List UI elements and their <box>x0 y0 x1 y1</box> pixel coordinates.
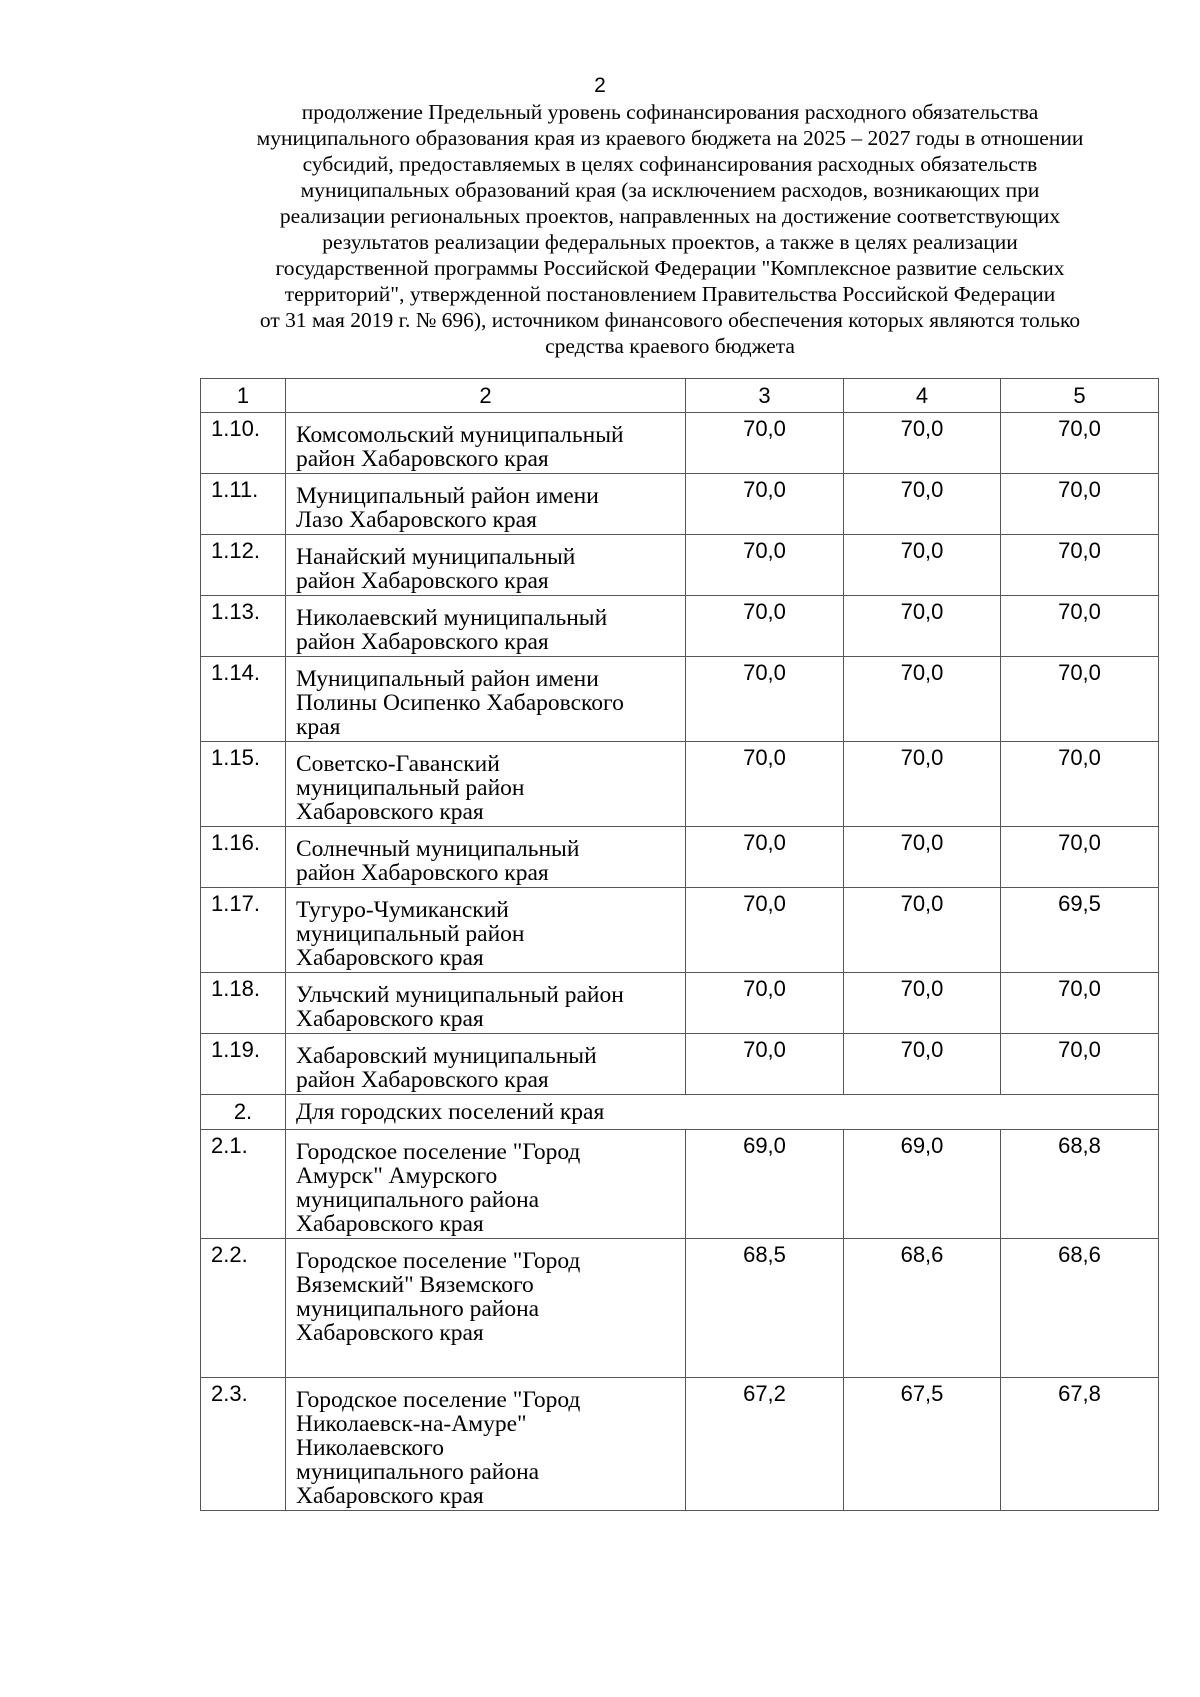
municipality-name-line: муниципального района <box>296 1187 540 1213</box>
heading-line: государственной программы Российской Федерации "Комплексное развитие сельских <box>275 256 1065 280</box>
municipality-name-line: Советско-Гаванский <box>296 751 500 777</box>
municipality-name-line: Хабаровского края <box>296 1483 484 1509</box>
municipality-name-line: Городское поселение "Город <box>296 1139 581 1165</box>
municipality-name-line: Николаевский муниципальный <box>296 605 608 631</box>
municipality-name <box>286 1239 686 1378</box>
municipality-name-line: Городское поселение "Город <box>296 1248 581 1274</box>
rate-value-v5: 68,8 <box>1001 1130 1159 1239</box>
heading-line: субсидий, предоставляемых в целях софинансирования расходных обязательств <box>302 152 1038 176</box>
municipality-name-line: район Хабаровского края <box>296 1067 549 1093</box>
page-number: 2 <box>594 74 606 97</box>
rate-value-v5: 70,0 <box>1001 657 1159 742</box>
rate-value-v5: 70,0 <box>1001 474 1159 535</box>
rate-value-v3: 70,0 <box>686 1034 844 1095</box>
rate-value-v5: 68,6 <box>1001 1239 1159 1378</box>
column-header: 4 <box>844 379 1001 413</box>
municipality-name <box>286 827 686 888</box>
municipality-name-line: Лазо Хабаровского края <box>296 507 537 533</box>
municipality-name <box>286 888 686 973</box>
municipality-name <box>286 657 686 742</box>
rate-value-v4: 70,0 <box>844 973 1001 1034</box>
heading-line: средства краевого бюджета <box>545 334 795 358</box>
municipality-name-line: Ульчский муниципальный район <box>296 982 624 1008</box>
document-heading <box>190 99 1150 359</box>
municipality-name <box>286 413 686 474</box>
column-header: 2 <box>286 379 686 413</box>
row-number: 1.18. <box>201 973 286 1034</box>
municipality-name-line: муниципального района <box>296 1296 540 1322</box>
table-row <box>201 973 1159 1034</box>
rate-value-v3: 70,0 <box>686 474 844 535</box>
rate-value-v4: 70,0 <box>844 1034 1001 1095</box>
rate-value-v3: 68,5 <box>686 1239 844 1378</box>
rate-value-v3: 70,0 <box>686 827 844 888</box>
column-header: 3 <box>686 379 844 413</box>
municipality-name-line: Хабаровский муниципальный <box>296 1043 597 1069</box>
heading-line: муниципальных образований края (за исключением расходов, возникающих при <box>300 178 1040 202</box>
municipality-name-line: Вяземский" Вяземского <box>296 1272 534 1298</box>
municipality-name-line: Хабаровского края <box>296 1320 484 1346</box>
rate-value-v3: 70,0 <box>686 888 844 973</box>
municipality-name-line: Полины Осипенко Хабаровского <box>296 690 624 716</box>
section-title: Для городских поселений края <box>286 1095 1159 1130</box>
row-number: 1.19. <box>201 1034 286 1095</box>
rate-value-v5: 70,0 <box>1001 973 1159 1034</box>
municipality-name-line: Николаевского <box>296 1435 444 1461</box>
rate-value-v4: 69,0 <box>844 1130 1001 1239</box>
heading-line: продолжение Предельный уровень софинансирования расходного обязательства <box>301 100 1039 124</box>
municipality-name-line: Хабаровского края <box>296 1211 484 1237</box>
table-header-row <box>201 379 1159 413</box>
municipality-name-line: края <box>296 714 341 740</box>
municipality-name-line: район Хабаровского края <box>296 860 549 886</box>
municipality-name-line: Амурск" Амурского <box>296 1163 498 1189</box>
municipality-name-line: Николаевск-на-Амуре" <box>296 1411 527 1437</box>
municipality-name-line: муниципального района <box>296 1459 540 1485</box>
row-number: 1.13. <box>201 596 286 657</box>
heading-line: территорий", утвержденной постановлением Правительства Российской Федерации <box>284 282 1056 306</box>
row-number: 1.11. <box>201 474 286 535</box>
municipality-name <box>286 596 686 657</box>
table-row <box>201 474 1159 535</box>
municipality-name <box>286 1130 686 1239</box>
rate-value-v5: 67,8 <box>1001 1378 1159 1511</box>
table-body <box>201 379 1159 1511</box>
municipality-name-line: Хабаровского края <box>296 945 484 971</box>
rate-value-v5: 70,0 <box>1001 535 1159 596</box>
municipality-name <box>286 973 686 1034</box>
table-row <box>201 1378 1159 1511</box>
municipality-name-line: муниципальный район <box>296 921 525 947</box>
heading-line: результатов реализации федеральных проектов, а также в целях реализации <box>322 230 1018 254</box>
row-number: 1.12. <box>201 535 286 596</box>
rate-value-v4: 70,0 <box>844 827 1001 888</box>
row-number: 1.14. <box>201 657 286 742</box>
budget-table <box>200 378 1159 1511</box>
municipality-name-line: Хабаровского края <box>296 1006 484 1032</box>
rate-value-v4: 70,0 <box>844 888 1001 973</box>
rate-value-v5: 70,0 <box>1001 827 1159 888</box>
row-number: 2.2. <box>201 1239 286 1378</box>
rate-value-v3: 70,0 <box>686 535 844 596</box>
municipality-name-line: Городское поселение "Город <box>296 1387 581 1413</box>
table-row <box>201 1130 1159 1239</box>
municipality-name <box>286 535 686 596</box>
municipality-name <box>286 1034 686 1095</box>
rate-value-v4: 70,0 <box>844 474 1001 535</box>
table-row <box>201 413 1159 474</box>
column-header: 5 <box>1001 379 1159 413</box>
rate-value-v4: 70,0 <box>844 596 1001 657</box>
municipality-name-line: Муниципальный район имени <box>296 666 599 692</box>
section-number: 2. <box>201 1095 286 1130</box>
heading-line: от 31 мая 2019 г. № 696), источником финансового обеспечения которых являются только <box>259 308 1081 332</box>
table-row <box>201 1034 1159 1095</box>
municipality-name-line: Хабаровского края <box>296 799 484 825</box>
row-number: 1.17. <box>201 888 286 973</box>
rate-value-v3: 70,0 <box>686 657 844 742</box>
row-number: 2.1. <box>201 1130 286 1239</box>
rate-value-v5: 70,0 <box>1001 1034 1159 1095</box>
rate-value-v4: 70,0 <box>844 535 1001 596</box>
municipality-name-line: Комсомольский муниципальный <box>296 422 624 448</box>
table-row <box>201 888 1159 973</box>
rate-value-v5: 70,0 <box>1001 742 1159 827</box>
rate-value-v5: 70,0 <box>1001 596 1159 657</box>
heading-line: реализации региональных проектов, направленных на достижение соответствующих <box>279 204 1061 228</box>
rate-value-v3: 70,0 <box>686 413 844 474</box>
municipality-name-line: Муниципальный район имени <box>296 483 599 509</box>
rate-value-v3: 70,0 <box>686 596 844 657</box>
rate-value-v3: 70,0 <box>686 742 844 827</box>
rate-value-v5: 70,0 <box>1001 413 1159 474</box>
row-number: 2.3. <box>201 1378 286 1511</box>
table-row <box>201 1239 1159 1378</box>
municipality-name-line: Нанайский муниципальный <box>296 544 576 570</box>
rate-value-v4: 70,0 <box>844 413 1001 474</box>
municipality-name-line: район Хабаровского края <box>296 568 549 594</box>
row-number: 1.15. <box>201 742 286 827</box>
heading-line: муниципального образования края из краевого бюджета на 2025 – 2027 годы в отношении <box>256 126 1084 150</box>
municipality-name-line: район Хабаровского края <box>296 629 549 655</box>
municipality-name <box>286 474 686 535</box>
rate-value-v3: 69,0 <box>686 1130 844 1239</box>
table-row <box>201 742 1159 827</box>
rate-value-v4: 70,0 <box>844 657 1001 742</box>
municipality-name <box>286 742 686 827</box>
rate-value-v3: 67,2 <box>686 1378 844 1511</box>
table-row <box>201 535 1159 596</box>
municipality-name <box>286 1378 686 1511</box>
rate-value-v5: 69,5 <box>1001 888 1159 973</box>
rate-value-v4: 70,0 <box>844 742 1001 827</box>
municipality-name-line: Тугуро-Чумиканский <box>296 897 509 923</box>
municipality-name-line: муниципальный район <box>296 775 525 801</box>
municipality-name-line: район Хабаровского края <box>296 446 549 472</box>
table-row <box>201 657 1159 742</box>
row-number: 1.16. <box>201 827 286 888</box>
rate-value-v4: 67,5 <box>844 1378 1001 1511</box>
column-header: 1 <box>201 379 286 413</box>
rate-value-v4: 68,6 <box>844 1239 1001 1378</box>
table-row <box>201 827 1159 888</box>
municipality-name-line: Солнечный муниципальный <box>296 836 580 862</box>
rate-value-v3: 70,0 <box>686 973 844 1034</box>
table-row <box>201 596 1159 657</box>
row-number: 1.10. <box>201 413 286 474</box>
section-row <box>201 1095 1159 1130</box>
